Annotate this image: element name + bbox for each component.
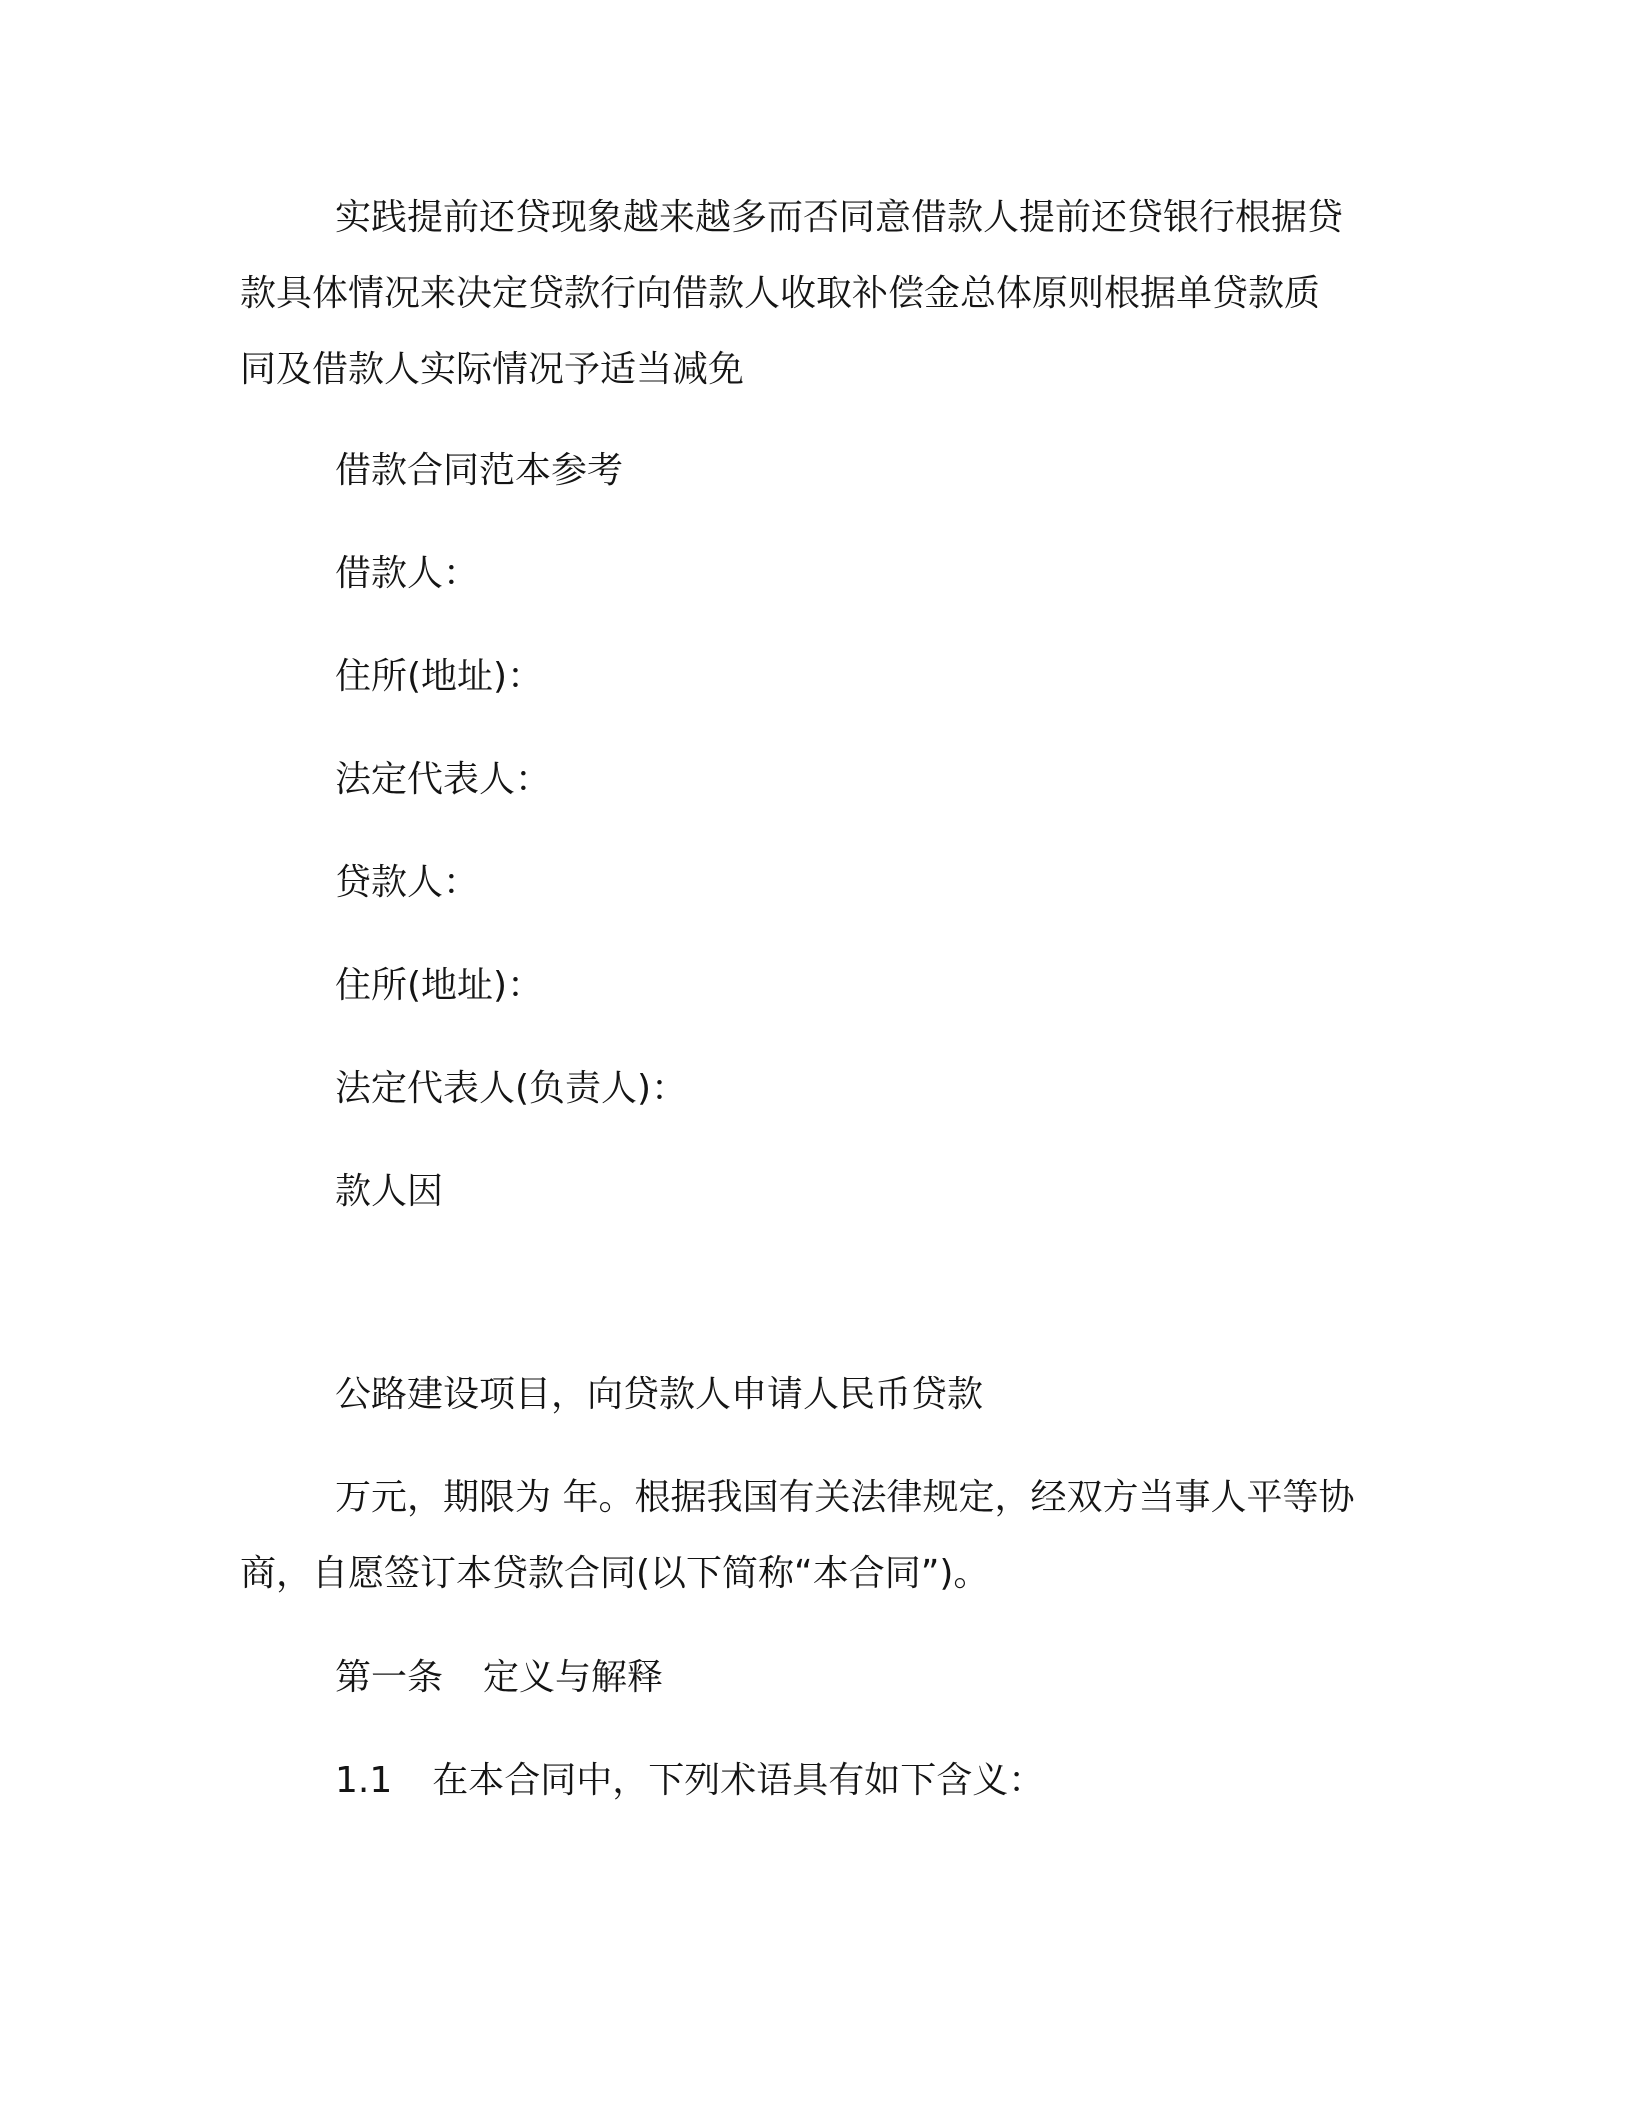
agreement-line-1: 万元，期限为 年。根据我国有关法律规定，经双方当事人平等协 <box>335 1477 1355 1518</box>
intro-paragraph <box>240 180 1390 408</box>
reason-text: 款人因 <box>335 1171 444 1212</box>
agreement-line-2: 商，自愿签订本贷款合同(以下简称“本合同”)。 <box>240 1553 990 1594</box>
lender-representative-label: 法定代表人(负责人)： <box>335 1068 688 1109</box>
article-heading <box>335 1640 1485 1716</box>
lender-address-label: 住所(地址)： <box>335 965 544 1006</box>
lender-label: 贷款人： <box>335 862 480 903</box>
intro-line-3: 同及借款人实际情况予适当减免 <box>240 349 745 390</box>
intro-line-2: 款具体情况来决定贷款行向借款人收取补偿金总体原则根据单贷款质 <box>240 273 1321 314</box>
article-number: 第一条 <box>335 1657 444 1698</box>
clause-text: 在本合同中，下列术语具有如下含义： <box>432 1760 1045 1801</box>
clause-number: 1.1 <box>335 1760 393 1801</box>
borrower-label: 借款人： <box>335 553 480 594</box>
project-text: 公路建设项目，向贷款人申请人民币贷款 <box>335 1374 984 1415</box>
agreement-paragraph <box>240 1460 1390 1612</box>
clause-line <box>335 1743 1485 1819</box>
borrower-address-label: 住所(地址)： <box>335 656 544 697</box>
borrower-representative-label: 法定代表人： <box>335 759 552 800</box>
article-title: 定义与解释 <box>483 1657 664 1698</box>
contract-heading: 借款合同范本参考 <box>335 450 624 491</box>
intro-line-1: 实践提前还贷现象越来越多而否同意借款人提前还贷银行根据贷 <box>335 197 1344 238</box>
